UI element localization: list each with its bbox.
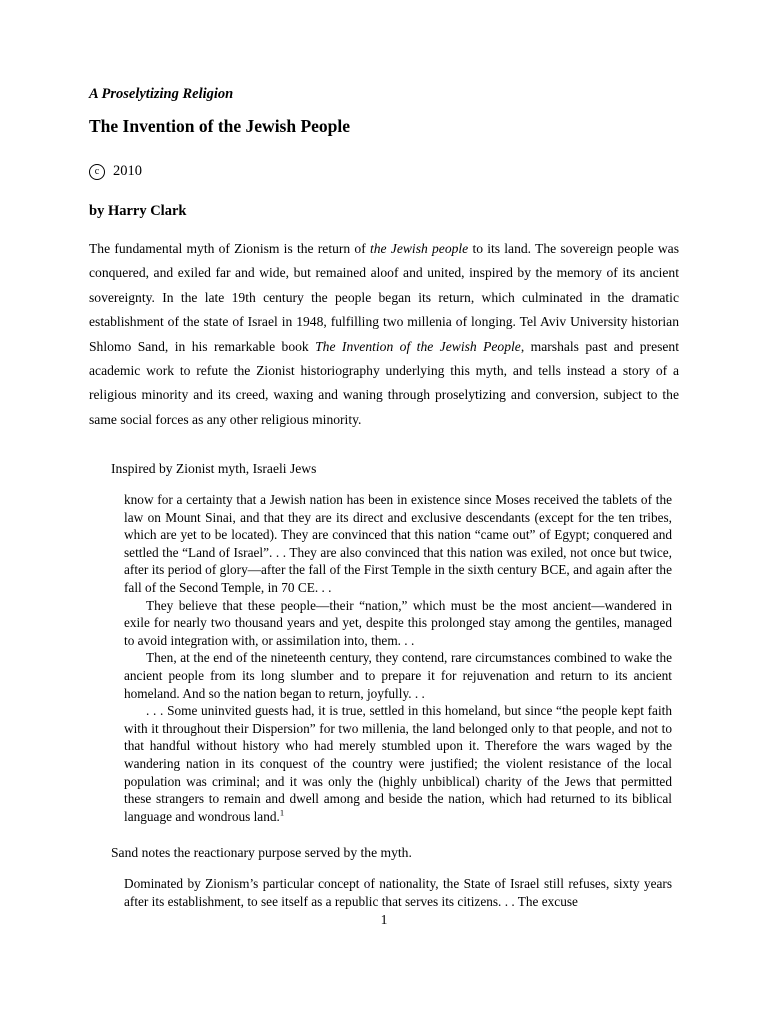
intro-text-1: The fundamental myth of Zionism is the return of [89,241,370,256]
quote-paragraph: know for a certainty that a Jewish nation has been in existence since Moses received the tablets of the law on Mount Sinai, and that they are its direct and exclusive descendants (except for the ten tribes, which are yet to be located). They are convinced that this nation “came out” of Egypt; conquered and settled the “Land of Israel”. . . They are also convinced that this nation was exiled, not once but twice, after its period of glory—after the fall of the First Temple in the sixth century BCE, and again after the fall of the Second Temple, in 70 CE. . . [124,492,672,595]
quote-paragraph: Dominated by Zionism’s particular concept of nationality, the State of Israel still refuses, sixty years after its establishment, to see itself as a republic that serves its citizens. . . The excuse [124,876,672,909]
copyright-line [89,163,142,180]
quote-paragraph-text: . . . Some uninvited guests had, it is true, settled in this homeland, but since “the people kept faith with it throughout their Dispersion” for two millenia, the land belonged only to that people, and not to that handful without history who had merely stumbled upon it. Therefore the wars waged by the wandering nation in its conquest of the country were justified; the violent resistance of the local population was criminal; and it was only the (highly unbiblical) charity of the Jews that permitted these strangers to remain and dwell among and beside the nation, which had returned to its biblical language and wondrous land. [124,703,672,824]
intro-text-2: to its land. The sovereign people was conquered, and exiled far and wide, but remained aloof and united, inspired by the memory of its ancient sovereignty. In the late 19th century the people began its return, which culminated in the dramatic establishment of the state of Israel in 1948, fulfilling two millenia of longing. Tel Aviv University historian Shlomo Sand, in his remarkable book [89,241,680,354]
article-subtitle: A Proselytizing Religion [89,86,234,102]
copyright-year: 2010 [113,163,142,179]
quote-paragraph: They believe that these people—their “nation,” which must be the most ancient—wandered in exile for nearly two thousand years and yet, despite this prolonged stay among the gentiles, managed to avoid integration with, or assimilation into, them. . . [124,597,672,648]
intro-book-title: The Invention of the Jewish People [315,338,521,354]
quote-lead-in-2: Sand notes the reactionary purpose served by the myth. [111,845,412,860]
quote-paragraph: Then, at the end of the nineteenth century, they contend, rare circumstances combined to wake the ancient people from its long slumber and to prepare it for rejuvenation and return to its ancient homeland. And so the nation began to return, joyfully. . . [124,650,672,701]
footnote-marker[interactable]: 1 [279,807,285,818]
article-title: The Invention of the Jewish People [89,116,351,136]
intro-italic-jewish-people: the Jewish people [369,241,469,256]
block-quote-1 [124,491,672,825]
intro-paragraph [89,237,679,432]
intro-text-3: , marshals past and present academic work to refute the Zionist historiography underlying this myth, and tells instead a story of a religious minority and its creed, waxing and waning through proselytizing and conversion, subject to the same social forces as any other religious minority. [89,338,679,427]
block-quote-2 [124,875,672,910]
page-number: 1 [380,912,388,927]
quote-lead-in-1: Inspired by Zionist myth, Israeli Jews [111,461,317,476]
quote-paragraph [124,702,672,825]
author-byline: by Harry Clark [89,203,187,219]
copyright-icon: c [89,164,105,180]
